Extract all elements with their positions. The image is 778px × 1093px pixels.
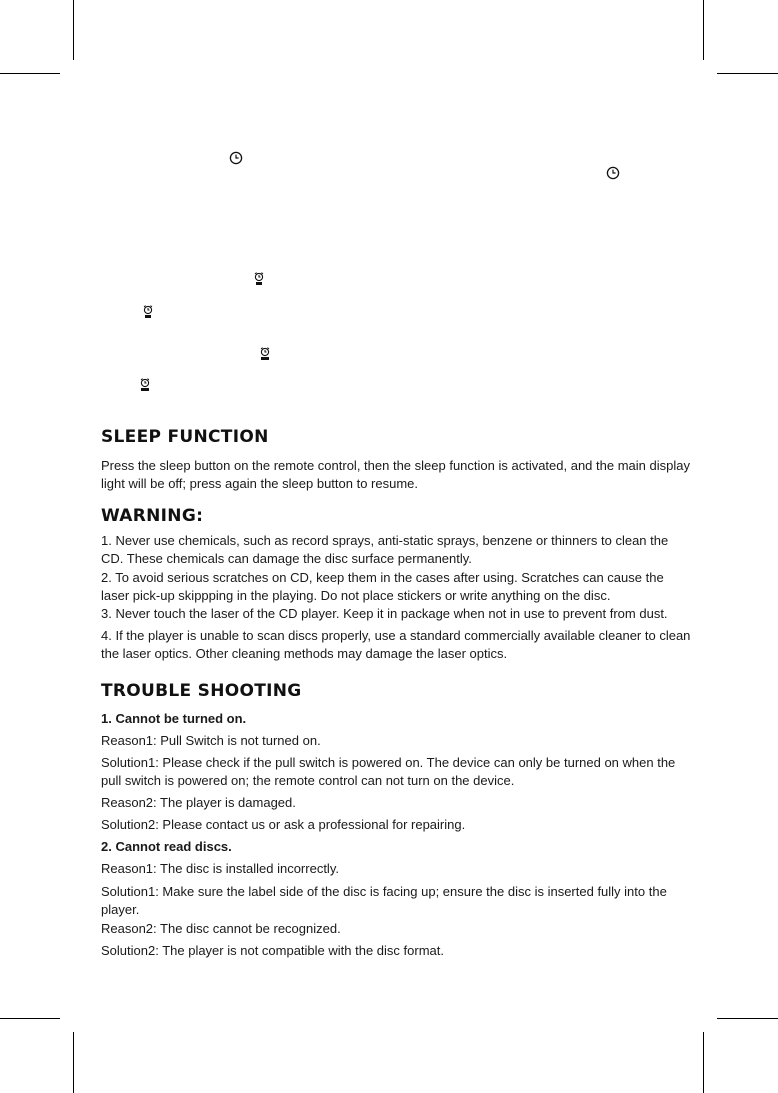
sleep-text: Press the sleep button on the remote control, then the sleep function is activated, and the main display light will be off; press again the sleep button to resume. (101, 458, 690, 491)
reason-text: Reason1: Pull Switch is not turned on. (101, 733, 321, 748)
crop-mark (703, 1032, 704, 1093)
reason-text: Reason1: The disc is installed incorrectly. (101, 861, 339, 876)
warning-item: 2. To avoid serious scratches on CD, keep them in the cases after using. Scratches can cause the laser pick-up skippping in the playing. Do not place stickers or write anything on the disc. (101, 570, 664, 603)
crop-mark (73, 0, 74, 60)
alarm-on-icon (143, 305, 153, 319)
alarm-off-icon (140, 378, 150, 392)
solution-text: Solution1: Make sure the label side of the disc is facing up; ensure the disc is inserted fully into the player. (101, 884, 667, 917)
problem-title: 2. Cannot read discs. (101, 839, 232, 854)
solution-text: Solution1: Please check if the pull switch is powered on. The device can only be turned on when the pull switch is powered on; the remote control can not turn on the device. (101, 755, 676, 788)
crop-mark (0, 1018, 60, 1019)
clock-icon (229, 151, 243, 165)
crop-mark (717, 1018, 778, 1019)
crop-mark (0, 73, 60, 74)
solution-text: Solution2: Please contact us or ask a professional for repairing. (101, 817, 466, 832)
sleep-heading: SLEEP FUNCTION (101, 427, 269, 447)
crop-mark (73, 1032, 74, 1093)
reason-text: Reason2: The disc cannot be recognized. (101, 921, 341, 936)
solution-text: Solution2: The player is not compatible with the disc format. (101, 943, 444, 958)
crop-mark (717, 73, 778, 74)
warning-item: 4. If the player is unable to scan discs properly, use a standard commercially available cleaner to clean the laser optics. Other cleaning methods may damage the laser optics. (101, 628, 691, 661)
alarm-off-icon (260, 347, 270, 361)
problem-title: 1. Cannot be turned on. (101, 711, 247, 726)
clock-icon (606, 166, 620, 180)
trouble-heading: TROUBLE SHOOTING (101, 681, 302, 701)
warning-heading: WARNING: (101, 506, 204, 526)
crop-mark (703, 0, 704, 60)
warning-item: 1. Never use chemicals, such as record sprays, anti-static sprays, benzene or thinners to clean the CD. These chemicals can damage the disc surface permanently. (101, 533, 669, 566)
reason-text: Reason2: The player is damaged. (101, 795, 296, 810)
alarm-on-icon (254, 272, 264, 286)
warning-item: 3. Never touch the laser of the CD player. Keep it in package when not in use to prevent from dust. (101, 606, 668, 621)
